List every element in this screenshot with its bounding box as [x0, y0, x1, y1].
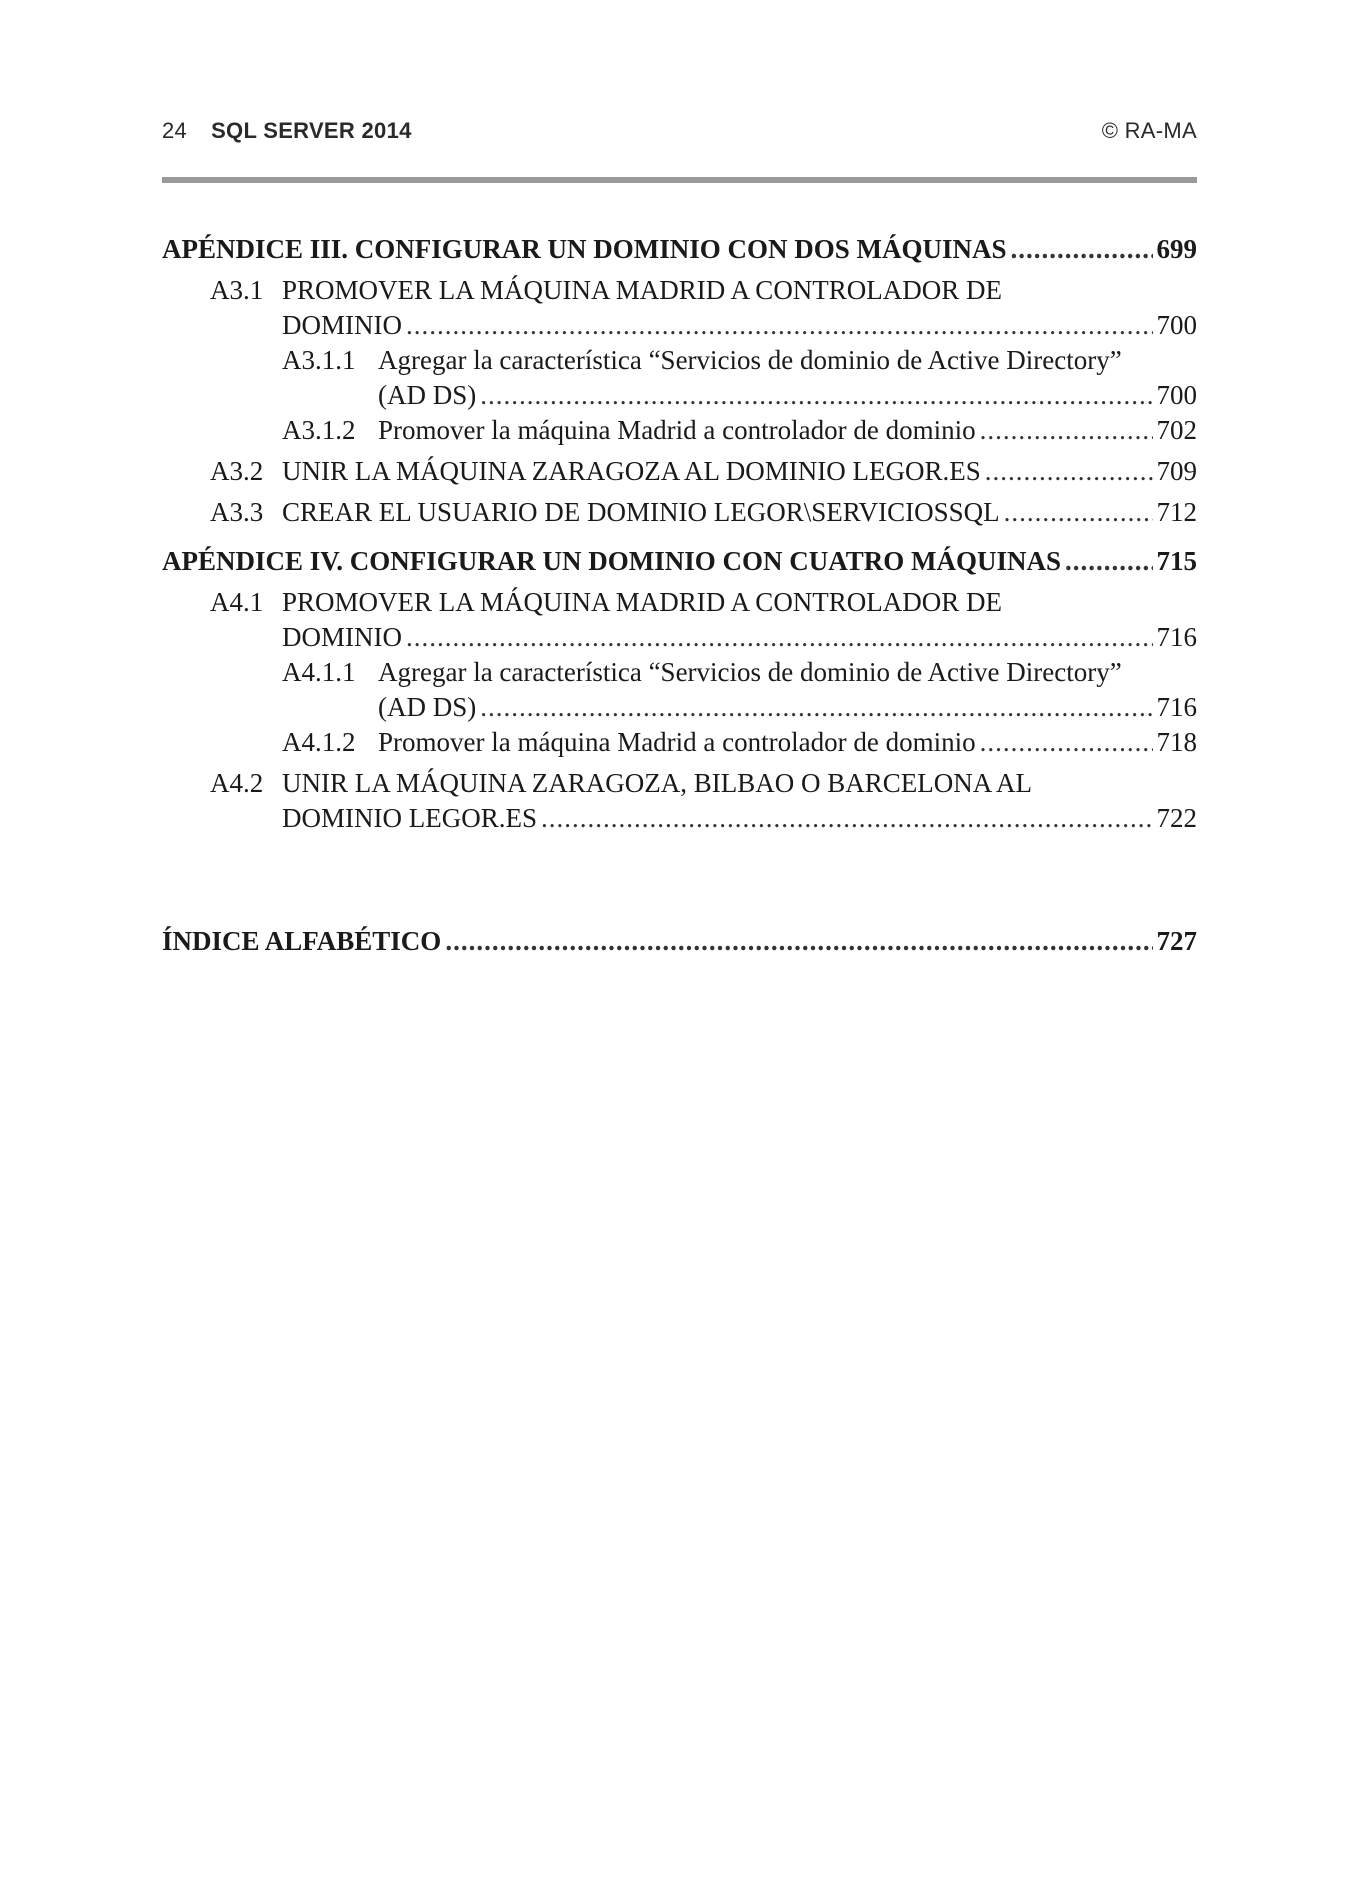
header-left — [162, 118, 412, 144]
toc-entry-index[interactable] — [162, 924, 1197, 959]
toc-entry-a3-2[interactable] — [162, 454, 1197, 489]
toc-entry-appendix-iv[interactable] — [162, 544, 1197, 579]
toc-entry-appendix-iii[interactable] — [162, 232, 1197, 267]
toc-entry-title-line2: DOMINIO — [282, 622, 402, 652]
leader-dots — [980, 725, 1153, 760]
leader-dots — [480, 690, 1152, 725]
toc-entry-a4-1[interactable] — [162, 585, 1197, 655]
toc-entry-title: ÍNDICE ALFABÉTICO — [162, 926, 442, 956]
toc-entry-title: Promover la máquina Madrid a controlador de dominio — [378, 727, 976, 757]
toc-entry-number: A4.1.2 — [282, 727, 356, 757]
toc-entry-page: 715 — [1156, 546, 1197, 576]
toc-entry-title: APÉNDICE III. CONFIGURAR UN DOMINIO CON DOS MÁQUINAS — [162, 234, 1007, 264]
leader-dots — [985, 454, 1153, 489]
toc-entry-title: APÉNDICE IV. CONFIGURAR UN DOMINIO CON CUATRO MÁQUINAS — [162, 546, 1062, 576]
toc-entry-title-line1: PROMOVER LA MÁQUINA MADRID A CONTROLADOR DE — [282, 587, 1003, 617]
leader-dots — [406, 308, 1153, 343]
toc-entry-page: 716 — [1156, 622, 1197, 652]
toc-entry-page: 727 — [1156, 926, 1197, 956]
toc-entry-a3-3[interactable] — [162, 495, 1197, 530]
toc-entry-page: 699 — [1156, 234, 1197, 264]
toc-entry-number: A3.1.1 — [282, 345, 356, 375]
leader-dots — [445, 924, 1152, 959]
toc-entry-title-line1: Agregar la característica “Servicios de dominio de Active Directory” — [378, 657, 1122, 687]
toc-entry-a4-1-1[interactable] — [162, 655, 1197, 725]
toc-entry-a3-1[interactable] — [162, 273, 1197, 343]
toc-entry-page: 718 — [1156, 727, 1197, 757]
toc-entry-title-line2: (AD DS) — [378, 692, 477, 722]
toc-entry-number: A3.1 — [210, 275, 264, 305]
toc-entry-title-line2: DOMINIO — [282, 310, 402, 340]
toc-entry-title-line1: Agregar la característica “Servicios de dominio de Active Directory” — [378, 345, 1122, 375]
toc-entry-title-line2: (AD DS) — [378, 380, 477, 410]
toc-entry-title-line1: UNIR LA MÁQUINA ZARAGOZA, BILBAO O BARCELONA AL — [282, 768, 1033, 798]
toc-entry-page: 700 — [1156, 380, 1197, 410]
toc-entry-number: A3.3 — [210, 497, 264, 527]
toc-entry-title: Promover la máquina Madrid a controlador de dominio — [378, 415, 976, 445]
toc-entry-number: A3.2 — [210, 456, 264, 486]
toc-entry-title-line1: PROMOVER LA MÁQUINA MADRID A CONTROLADOR DE — [282, 275, 1003, 305]
toc-entry-page: 700 — [1156, 310, 1197, 340]
leader-dots — [406, 620, 1153, 655]
leader-dots — [541, 801, 1153, 836]
page-number: 24 — [162, 118, 188, 143]
toc-entry-page: 722 — [1156, 803, 1197, 833]
leader-dots — [480, 378, 1152, 413]
toc-entry-a3-1-1[interactable] — [162, 343, 1197, 413]
toc-entry-number: A4.1 — [210, 587, 264, 617]
publisher: © RA-MA — [1101, 118, 1197, 143]
table-of-contents — [162, 232, 1197, 959]
toc-entry-page: 702 — [1156, 415, 1197, 445]
toc-entry-number: A3.1.2 — [282, 415, 356, 445]
toc-entry-a4-2[interactable] — [162, 766, 1197, 836]
toc-entry-title: UNIR LA MÁQUINA ZARAGOZA AL DOMINIO LEGOR.ES — [282, 456, 981, 486]
book-title: SQL SERVER 2014 — [211, 118, 412, 143]
toc-entry-a3-1-2[interactable] — [162, 413, 1197, 448]
leader-dots — [980, 413, 1153, 448]
toc-entry-number: A4.2 — [210, 768, 264, 798]
toc-entry-page: 716 — [1156, 692, 1197, 722]
page-header — [162, 118, 1197, 144]
header-rule — [162, 177, 1197, 183]
toc-entry-number: A4.1.1 — [282, 657, 356, 687]
leader-dots — [1065, 544, 1152, 579]
toc-entry-page: 709 — [1156, 456, 1197, 486]
toc-entry-title: CREAR EL USUARIO DE DOMINIO LEGOR\SERVICIOSSQL — [282, 497, 1000, 527]
leader-dots — [1011, 232, 1153, 267]
toc-entry-title-line2: DOMINIO LEGOR.ES — [282, 803, 537, 833]
toc-entry-page: 712 — [1156, 497, 1197, 527]
toc-entry-a4-1-2[interactable] — [162, 725, 1197, 760]
leader-dots — [1004, 495, 1153, 530]
